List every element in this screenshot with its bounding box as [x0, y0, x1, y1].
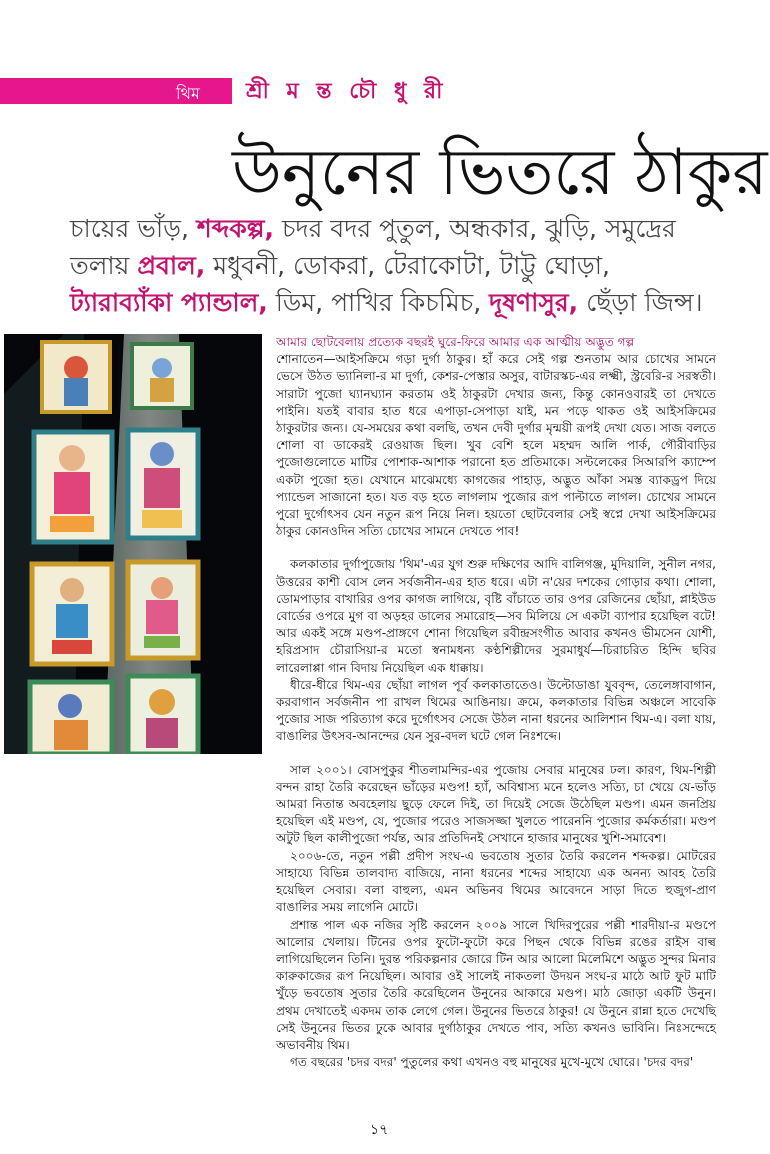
painted-panel: [128, 676, 198, 754]
article-paragraph: গত বছরের 'চদর বদর' পুতুলের কথা এখনও বহু মানুষের মুখে-মুখে ঘোরে। 'চদর বদর': [290, 1055, 694, 1070]
painted-panel: [132, 344, 192, 408]
subtitle-text: ছেঁড়া জিন্স।: [578, 288, 703, 317]
subtitle-highlight: দূষণাসুর,: [489, 288, 579, 317]
article-subtitle: [70, 210, 720, 321]
page-number: ১৭: [370, 1122, 389, 1138]
subtitle-text: চায়ের ভাঁড়,: [70, 214, 197, 243]
painted-panel: [32, 564, 112, 664]
article-paragraph: সাল ২০০১। বোসপুকুর শীতলামন্দির-এর পুজোয় সেবার মানুষের ঢল। কারণ, থিম-শিল্পী বন্দন রাহা তৈরি করেছেন ভাঁড়ের মণ্ডপ! হ্যাঁ, অবিশ্বাস্য মনে হলেও সত্যি, চা খেয়ে যে-ভাঁড় আমরা নিতান্ত অবহেলায় ছুড়ে ফেলে দিই, তা দিয়েই সেজে উঠেছিল মণ্ডপ। এমন জনপ্রিয় হয়েছিল এই মণ্ডপ, যে, পুজোর পরেও সাজসজ্জা খুলতে পারেননি পুজোর কর্মকর্তারা। মণ্ডপ অটুট ছিল কালীপুজো পর্যন্ত, আর প্রতিদিনই সেখানে হাজার মানুষের খুশি-সমাবেশ।: [276, 762, 716, 846]
painted-panel: [34, 432, 112, 542]
pandal-illustration: [4, 334, 262, 754]
article-paragraph: কলকাতার দুর্গাপুজোয় 'থিম'-এর যুগ শুরু দক্ষিণের আদি বালিগঞ্জ, মুদিয়ালি, সুনীল নগর, উত্তরের কাশী বোস লেন সর্বজনীন-এর হাত ধরে। এটা ন'য়ের দশকের গোড়ার কথা। শোলা, ডোমপাড়ার বাখারির ওপর কাগজ লাগিয়ে, বৃষ্টি বাঁচাতে তার ওপর রেজিনের ছোঁয়া, প্লাইউড বোর্ডের ওপরে মুগ বা অড়হর ডালের সমারোহ—সব মিলিয়ে সে একটা ব্যাপার হয়েছিল বটে! আর একই সঙ্গে মণ্ডপ-প্রাঙ্গণে শোনা গিয়েছিল রবীন্দ্রসংগীত আবার কখনও ভীমসেন যোশী, হরিপ্রসাদ চৌরাসিয়া-র মতো স্বনামধন্য কণ্ঠশিল্পীদের সুরমাধুর্য—চিরাচরিত হিন্দি ছবির লারেলাপ্পা গান বিদায় নিয়েছিল এক ধাক্কায়।: [276, 557, 716, 675]
subtitle-highlight: ট্যারাব্যাঁকা প্যান্ডাল,: [70, 288, 268, 317]
author-name: শ্রী ম ন্ত চৌ ধু রী: [246, 79, 448, 104]
article-title: উনুনের ভিতরে ঠাকুর: [232, 136, 768, 210]
article-paragraph: ২০০৬-তে, নতুন পল্লী প্রদীপ সংঘ-এ ভবতোষ সুতার তৈরি করলেন শব্দকল্প। মোটরের সাহায্যে বিভিন্ন তালবাদ্য বাজিয়ে, নানা ধরনের শব্দের সাহায্যে এক অনন্য আবহ তৈরি হয়েছিল সেবার। বলা বাহুল্য, এমন অভিনব থিমের আবেদনে সাড়া দিতে হুজুগ-প্রাণ বাঙালির সময় লাগেনি মোটে।: [276, 848, 716, 915]
subtitle-text: ডিম, পাখির কিচমিচ,: [267, 288, 490, 317]
article-paragraph: প্রশান্ত পাল এক নজির সৃষ্টি করলেন ২০০৯ সালে খিদিরপুরের পল্লী শারদীয়া-র মণ্ডপে আলোর খেলায়। টিনের ওপর ফুটো-ফুটো করে পিছন থেকে বিভিন্ন রঙের রাইস বাল্ব লাগিয়েছিলেন তিনি। দুরন্ত পরিকল্পনার জোরে টিন আর আলো মিলেমিশে অদ্ভুত সুন্দর মিনার কারুকাজের রূপ নিয়েছিল। আবার ওই সালেই নাকতলা উদয়ন সংঘ-র মাঠে আট ফুট মাটি খুঁড়ে ভবতোষ সুতার তৈরি করেছিলেন উনুনের আকারে মণ্ডপ। মাঠ জোড়া একটি উনুন। প্রথম দেখাতেই একদম তাক লেগে গেল। উনুনের ভিতরে ঠাকুর! যে উনুনে রান্না হতে দেখেছি সেই উনুনের ভিতর ঢুকে আবার দুর্গাঠাকুর দেখতে পাব, সত্যি কখনও ভাবিনি। নিঃসন্দেহে অভাবনীয় থিম।: [276, 917, 716, 1052]
painted-panel: [128, 562, 198, 658]
article-body-top: [276, 334, 716, 1071]
painted-panel: [30, 682, 112, 754]
painted-panel: [128, 430, 198, 538]
article-paragraph: শোনাতেন—আইসক্রিমে গড়া দুর্গা ঠাকুর। হাঁ করে সেই গল্প শুনতাম আর চোখের সামনে ভেসে উঠত ভ্যানিলা-র মা দুর্গা, কেশর-পেস্তার অসুর, বাটারস্কচ-এর লক্ষ্মী, স্ট্রবেরি-র সরস্বতী। সারাটা পুজো ঘ্যানঘ্যান করতাম ওই ঠাকুরটা দেখার জন্য, কিন্তু কোনওবারই তা দেখতে পাইনি। যতই বাবার হাত ধরে এপাড়া-সেপাড়া যাই, মন পড়ে থাকত ওই আইসক্রিমের ঠাকুরটার জন্য। যে-সময়ের কথা বলছি, তখন দেবী দুর্গার মৃন্ময়ী রূপই দেখা যেত। সাজ বলতে শোলা বা ডাকেরই রেওয়াজ ছিল। খুব বেশি হলে মহম্মদ আলি পার্ক, গৌরীবাড়ির পুজোগুলোতে মাটির পোশাক-আশাক পরানো হত প্রতিমাকে। সল্টলেকের সিআরপি ক্যাম্পে একটা পুজো হত। যেখানে মাঝেমধ্যে কাগজের পাহাড়, অদ্ভুত আঁকা সমস্ত ব্যাকড্রপ দিয়ে প্যান্ডেল সাজানো হত। যত বড় হতে লাগলাম পুজোর রূপ পাল্টাতে লাগল। চোখের সামনে পুরো দুর্গোৎসব যেন নতুন রূপ নিয়ে নিল। হয়তো ছোটবেলার সেই স্বপ্নে দেখা আইসক্রিমের ঠাকুর কোনওদিন সত্যি চোখের সামনে দেখতে পাব!: [276, 352, 716, 539]
subtitle-highlight: শব্দকল্প,: [196, 214, 275, 243]
painted-panel: [42, 342, 110, 412]
article-intro: আমার ছোটবেলায় প্রত্যেক বছরই ঘুরে-ফিরে আমার এক আত্মীয় অদ্ভুত গল্প: [276, 335, 635, 349]
subtitle-text: চদর বদর পুতুল, অন্ধকার, ঝুড়ি, সমুদ্রের তলায়: [70, 214, 676, 280]
article-paragraph: ধীরে-ধীরে থিম-এর ছোঁয়া লাগল পূর্ব কলকাতাতেও। উল্টোডাঙা যুববৃন্দ, তেলেঙ্গাবাগান, করবাগান সর্বজনীন পা রাখল থিমের আঙিনায়। ক্রমে, কলকাতার বিভিন্ন অঞ্চলে সাবেকি পুজোর সাজ পরিত্যাগ করে দুর্গোৎসব সেজে উঠল নানা ধরনের আলিশান থিম-এ। বলা যায়, বাঙালির উৎসব-আনন্দের যেন সুর-বদল ঘটে গেল নিঃশব্দে।: [276, 677, 716, 744]
pandal-photo: [4, 334, 262, 754]
subtitle-text: মধুবনী, ডোকরা, টেরাকোটা, টাট্টু ঘোড়া,: [205, 251, 610, 280]
section-tag: থিম: [176, 84, 200, 103]
subtitle-highlight: প্রবাল,: [137, 251, 206, 280]
